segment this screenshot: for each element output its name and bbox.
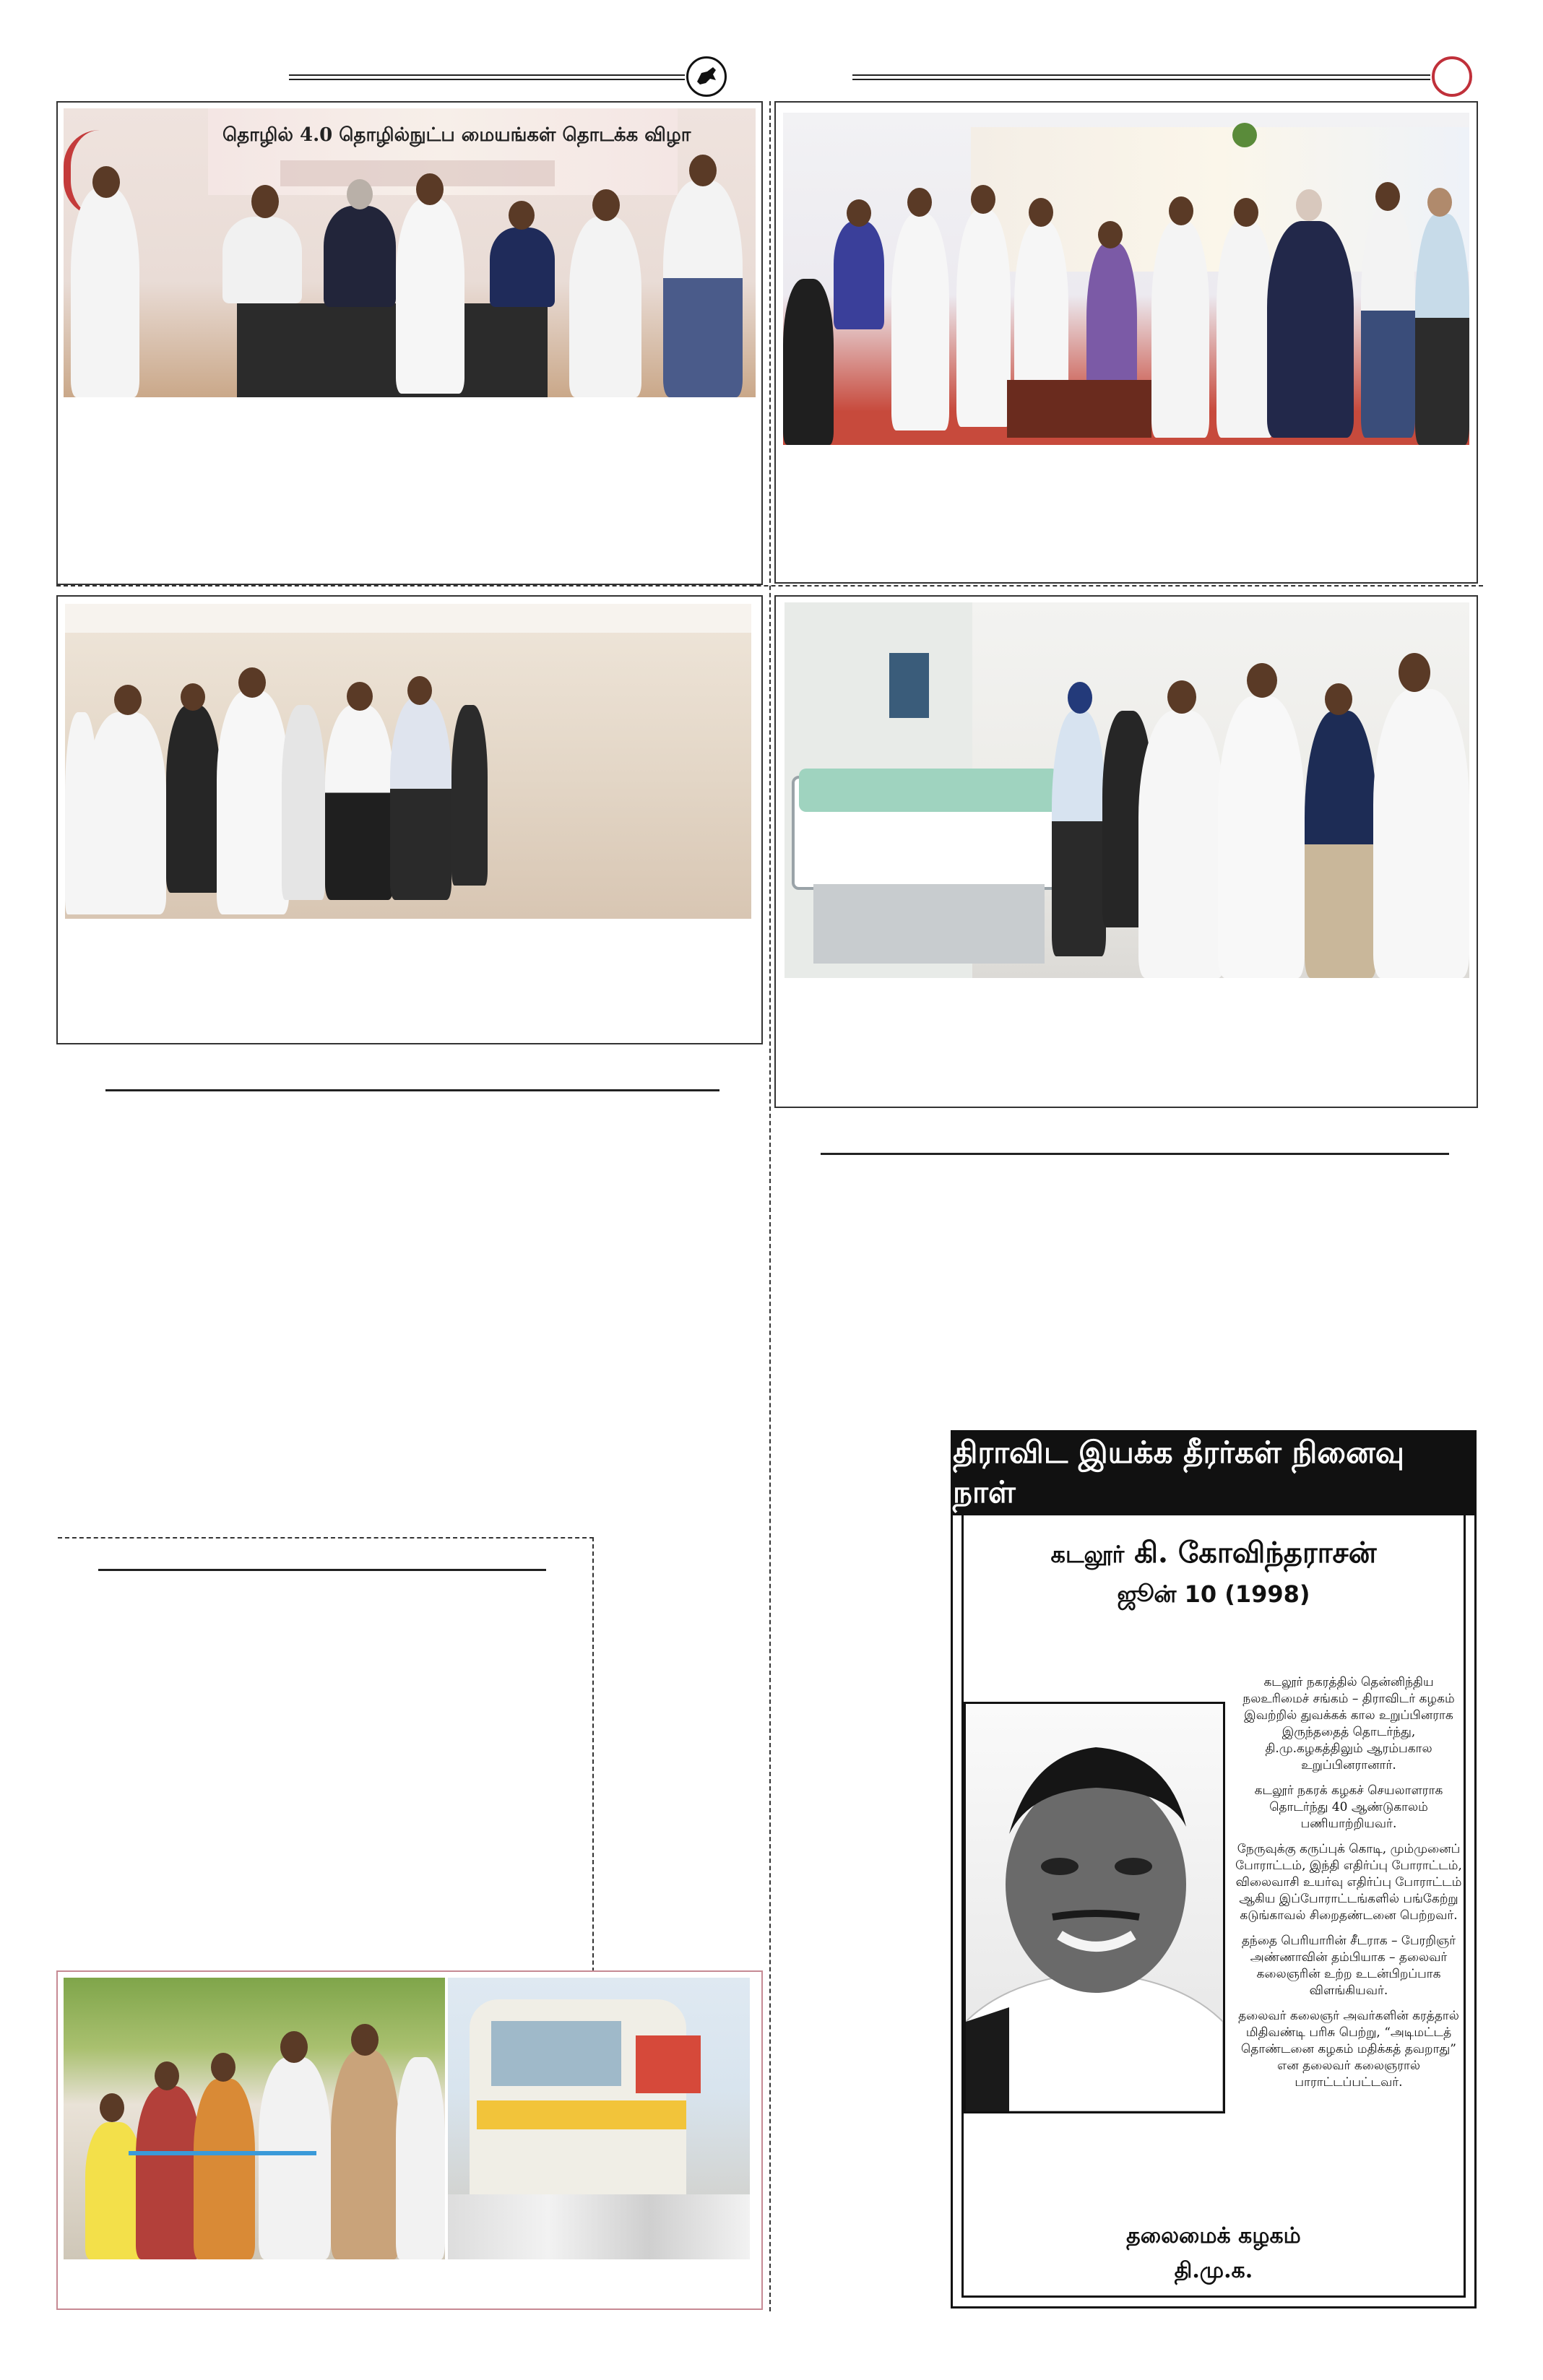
bed-mattress: [799, 769, 1059, 812]
person-figure: [956, 210, 1011, 427]
person-figure: [136, 2086, 201, 2259]
person-figure: [1373, 689, 1469, 978]
poster-title: தொழில் 4.0 தொழில்நுட்ப மையங்கள் தொடக்க விழா: [222, 124, 691, 146]
portrait-figure: [966, 1704, 1223, 2111]
person-head: [592, 189, 620, 221]
person-figure: [1361, 207, 1415, 438]
person-figure: [1138, 711, 1225, 978]
photo-frame-3: [56, 595, 763, 1044]
notice-footer-line2: தி.மு.க.: [1174, 2258, 1253, 2283]
person-head: [1427, 188, 1452, 217]
person-head: [847, 199, 871, 227]
person-head: [347, 682, 373, 711]
person-head: [971, 185, 995, 214]
photo-trainee-felicitation: [783, 113, 1469, 445]
person-figure: [1415, 214, 1469, 445]
person-head: [416, 173, 444, 205]
notice-footer-line1: தலைமைக் கழகம்: [1126, 2223, 1301, 2249]
person-figure: [325, 705, 394, 900]
notice-name-line: [964, 1536, 1464, 1573]
person-head: [1167, 680, 1196, 714]
person-figure: [451, 705, 488, 886]
photo-frame-1: [56, 101, 763, 585]
person-figure: [194, 2079, 255, 2259]
person-head: [1325, 683, 1352, 715]
notice-name-prefix: கடலூர்: [1050, 1541, 1125, 1568]
person-head: [509, 201, 535, 230]
crowd: [448, 2194, 750, 2259]
person-figure: [217, 691, 289, 914]
person-figure: [834, 221, 884, 329]
header-rule-right: [852, 74, 1430, 80]
person-head: [907, 188, 932, 217]
table: [1007, 380, 1151, 438]
notice-biography: [1232, 1674, 1465, 2100]
person-figure: [259, 2057, 331, 2259]
column-divider: [769, 101, 771, 2311]
person-figure: [490, 228, 555, 307]
person-figure: [87, 712, 166, 914]
person-head: [1234, 198, 1258, 227]
person-figure: [1305, 711, 1377, 978]
person-head: [155, 2061, 179, 2090]
person-figure: [569, 217, 641, 397]
person-figure: [222, 217, 302, 303]
person-head: [1098, 221, 1123, 248]
person-head: [1068, 682, 1092, 714]
bio-paragraph: கடலூர் நகரக் கழகச் செயலாளராக தொடர்ந்து 40 ஆண்டுகாலம் பணியாற்றியவர்.: [1254, 1783, 1443, 1831]
person-head: [1375, 182, 1400, 211]
ceiling: [65, 604, 751, 633]
person-figure: [390, 698, 451, 900]
person-head: [92, 166, 120, 198]
photo-award-ceremony: [64, 108, 756, 397]
photo-ribbon-cutting: [64, 1978, 445, 2259]
person-figure: [396, 199, 464, 394]
person-figure: [71, 188, 139, 397]
person-head: [407, 676, 432, 705]
person-figure: [1218, 696, 1305, 978]
government-seal-icon: [1232, 123, 1257, 147]
portrait-photo: [964, 1702, 1225, 2113]
medical-monitor: [889, 653, 929, 718]
person-head: [1029, 198, 1053, 227]
bio-paragraph: தலைவர் கலைஞர் அவர்களின் கரத்தால் மிதிவண்டி பரிசு பெற்று, “அடிமட்டத் தொண்டனை கழகம் மதிக்கத் தவறாது” என தலைவர் கலைஞரால் பாராட்டப்பட்டவர்.: [1238, 2009, 1459, 2090]
person-figure: [282, 705, 325, 900]
person-head: [238, 667, 266, 698]
person-figure: [1151, 221, 1209, 438]
person-head: [181, 683, 205, 711]
page-marker-icon: [1432, 56, 1472, 97]
ribbon: [129, 2151, 316, 2155]
person-head: [1399, 653, 1430, 692]
building-window: [491, 2021, 621, 2086]
header-rule-left: [289, 74, 685, 80]
person-figure: [331, 2050, 399, 2259]
person-head: [347, 179, 373, 209]
podium: [237, 303, 548, 397]
photo-hospital-ward: [785, 602, 1469, 978]
person-head: [689, 155, 717, 186]
person-head: [211, 2053, 235, 2082]
notice-header: திராவிட இயக்க தீரர்கள் நினைவு நாள்: [953, 1432, 1474, 1515]
memorial-notice: [951, 1430, 1477, 2308]
person-head: [251, 185, 279, 218]
notice-date: ஜூன் 10 (1998): [1117, 1580, 1310, 1608]
building-poster: [636, 2035, 701, 2093]
person-head: [1296, 189, 1322, 221]
photo-new-building: [448, 1978, 750, 2259]
row-divider-top: [56, 585, 1483, 587]
bio-paragraph: தந்தை பெரியாரின் சீடராக – பேரறிஞர் அண்ணாவின் தம்பியாக – தலைவர் கலைஞரின் உற்ற உடன்பிறப்பாக விளங்கியவர்.: [1241, 1934, 1456, 1998]
person-figure: [1052, 711, 1106, 956]
bio-paragraph: நேருவுக்கு கருப்புக் கொடி, மும்முனைப் போராட்டம், இந்தி எதிர்ப்பு போராட்டம், விலைவாசி உயர்வு எதிர்ப்பு போராட்டம் ஆகிய இப்போராட்டங்களில் பங்கேற்று கடுங்காவல் சிறைதண்டனை பெற்றவர்.: [1235, 1842, 1462, 1923]
person-figure: [166, 705, 220, 893]
person-figure: [663, 181, 743, 397]
person-head: [100, 2093, 124, 2122]
photo-frame-4: [774, 595, 1478, 1108]
section-rule-right: [821, 1153, 1449, 1155]
person-head: [114, 685, 142, 715]
party-emblem-icon: [686, 56, 727, 97]
person-figure: [1267, 221, 1354, 438]
person-figure: [891, 214, 949, 430]
building-signboard: [477, 2100, 686, 2129]
person-head: [1247, 663, 1277, 698]
person-figure: [396, 2057, 445, 2259]
person-head: [1169, 196, 1193, 225]
person-head: [280, 2031, 308, 2063]
section-rule-left: [105, 1089, 719, 1091]
bed-base: [813, 884, 1045, 964]
notice-body: [961, 1515, 1466, 2298]
bio-paragraph: கடலூர் நகரத்தில் தென்னிந்திய நலஉரிமைச் சங்கம் – திராவிடர் கழகம் இவற்றில் துவக்கக் கால உறுப்பினராக இருந்ததைத் தொடர்ந்து, தி.மு.கழகத்திலும் ஆரம்பகால உறுப்பினரானார்.: [1242, 1675, 1455, 1773]
photo-building-inspection: [65, 604, 751, 919]
person-head: [351, 2024, 379, 2056]
person-figure: [324, 206, 396, 307]
box-rule: [98, 1569, 546, 1571]
photo-frame-2: [774, 101, 1478, 584]
notice-name: கி. கோவிந்தராசன்: [1134, 1536, 1377, 1570]
person-figure: [783, 279, 834, 445]
photo-frame-5: [56, 1970, 763, 2310]
person-figure: [85, 2122, 143, 2259]
person-figure: [1216, 221, 1274, 438]
dashed-box: [58, 1537, 594, 1972]
